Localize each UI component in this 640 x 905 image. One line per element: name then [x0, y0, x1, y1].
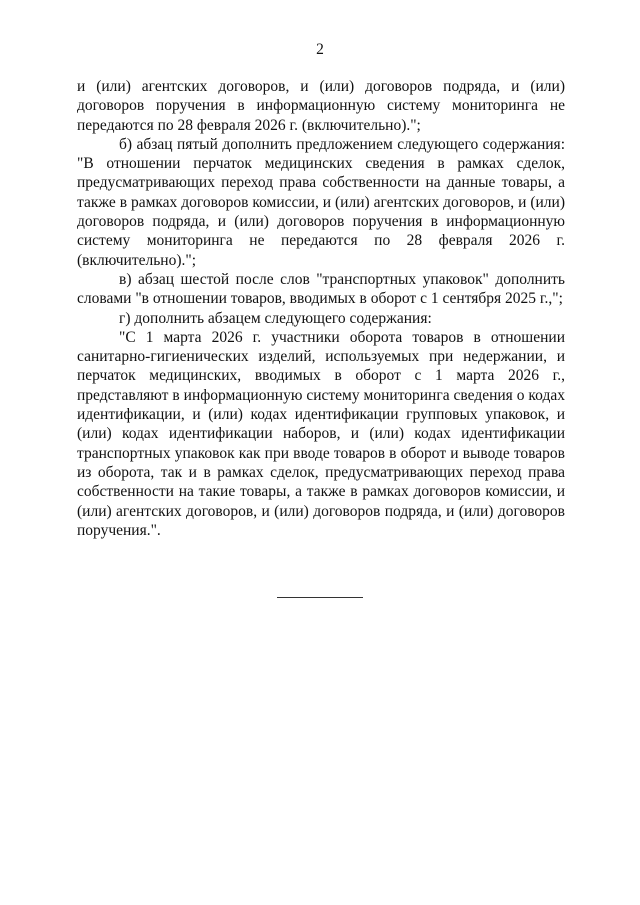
paragraph-g: г) дополнить абзацем следующего содержания: [119, 309, 432, 327]
paragraph-b: б) абзац пятый дополнить предложением следующего содержания: "В отношении перчаток медицинских сведения в рамках сделок, предусматривающих переход права собственности на данные товары, а также в рамках договоров комиссии, и (или) агентских договоров, и (или) договоров подряда, и (или) договоров поручения в информационную систему мониторинга не передаются по 28 февраля 2026 г. (включительно)."; [77, 135, 565, 269]
page-number: 2 [316, 41, 324, 58]
paragraph-continuation: и (или) агентских договоров, и (или) договоров подряда, и (или) договоров поручения в информационную систему мониторинга не передаются по 28 февраля 2026 г. (включительно)."; [77, 78, 565, 134]
end-of-text-rule [277, 597, 363, 598]
document-body [77, 77, 565, 540]
paragraph-new-text: "С 1 марта 2026 г. участники оборота товаров в отношении санитарно-гигиенических изделий, используемых при недержании, и перчаток медицинских, вводимых в оборот с 1 марта 2026 г., представляют в информационную систему мониторинга сведения о кодах идентификации, и (или) кодах идентификации групповых упаковок, и (или) кодах идентификации наборов, и (или) кодах идентификации транспортных упаковок как при вводе товаров в оборот и выводе товаров из оборота, так и в рамках сделок, предусматривающих переход права собственности на такие товары, а также в рамках договоров комиссии, и (или) агентских договоров, и (или) договоров подряда, и (или) договоров поручения.". [77, 328, 565, 539]
paragraph-v: в) абзац шестой после слов "транспортных упаковок" дополнить словами "в отношении товаров, вводимых в оборот с 1 сентября 2025 г.,"; [77, 270, 565, 308]
